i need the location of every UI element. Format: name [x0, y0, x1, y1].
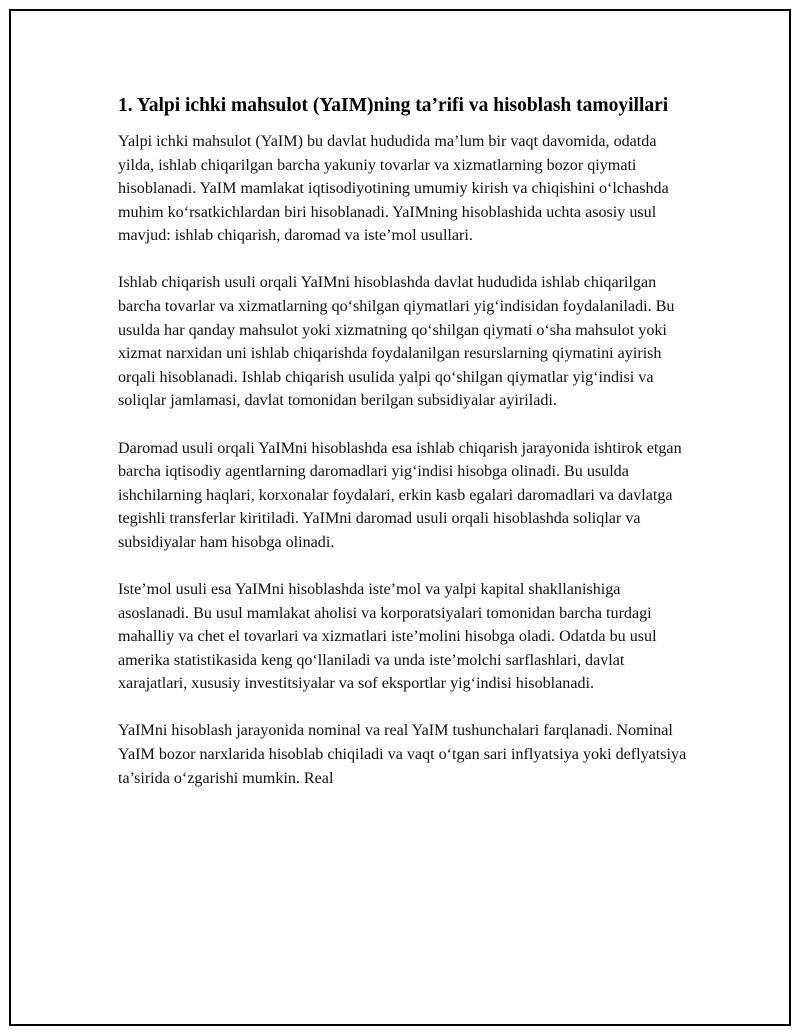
paragraph-definition: Yalpi ichki mahsulot (YaIM) bu davlat hududida ma’lum bir vaqt davomida, odatda yilda, ishlab chiqarilgan barcha yakuniy tovarlar va xizmatlarning bozor qiymati hisoblanadi. YaIM mamlakat iqtisodiyotining umumiy kirish va chiqishini o‘lchashda muhim ko‘rsatkichlardan biri hisoblanadi. YaIMning hisoblashida uchta asosiy usul mavjud: ishlab chiqarish, daromad va iste’mol usullari.	[118, 133, 669, 245]
document-body	[118, 92, 688, 814]
paragraph-income-method: Daromad usuli orqali YaIMni hisoblashda esa ishlab chiqarish jarayonida ishtirok etgan barcha iqtisodiy agentlarning daromadlari yig‘indisi hisobga olinadi. Bu usulda ishchilarning haqlari, korxonalar foydalari, erkin kasb egalari daromadlari va davlatga tegishli transferlar kiritiladi. YaIMni daromad usuli orqali hisoblashda soliqlar va subsidiyalar ham hisobga olinadi.	[118, 439, 682, 551]
paragraph-nominal-real: YaIMni hisoblash jarayonida nominal va real YaIM tushunchalari farqlanadi. Nominal YaIM bozor narxlarida hisoblab chiqiladi va vaqt o‘tgan sari inflyatsiya yoki deflyatsiya ta’sirida o‘zgarishi mumkin. Real	[118, 722, 687, 787]
paragraph-expenditure-method: Iste’mol usuli esa YaIMni hisoblashda iste’mol va yalpi kapital shakllanishiga asoslanadi. Bu usul mamlakat aholisi va korporatsiyalari tomonidan barcha turdagi mahalliy va chet el tovarlari va xizmatlari iste’molini hisobga oladi. Odatda bu usul amerika statistikasida keng qo‘llaniladi va unda iste’molchi sarflashlari, davlat xarajatlari, xususiy investitsiyalar va sof eksportlar yig‘indisi hisoblanadi.	[118, 581, 657, 693]
section-heading: 1. Yalpi ichki mahsulot (YaIM)ning ta’rifi va hisoblash tamoyillari	[118, 95, 669, 116]
paragraph-production-method: Ishlab chiqarish usuli orqali YaIMni hisoblashda davlat hududida ishlab chiqarilgan barcha tovarlar va xizmatlarning qo‘shilgan qiymatlari yig‘indisidan foydalaniladi. Bu usulda har qanday mahsulot yoki xizmatning qo‘shilgan qiymati o‘sha mahsulot yoki xizmat narxidan uni ishlab chiqarishda foydalanilgan resurslarning qiymatini ayirish orqali hisoblanadi. Ishlab chiqarish usulida yalpi qo‘shilgan qiymatlar yig‘indisi va soliqlar jamlamasi, davlat tomonidan berilgan subsidiyalar ayiriladi.	[118, 274, 675, 410]
